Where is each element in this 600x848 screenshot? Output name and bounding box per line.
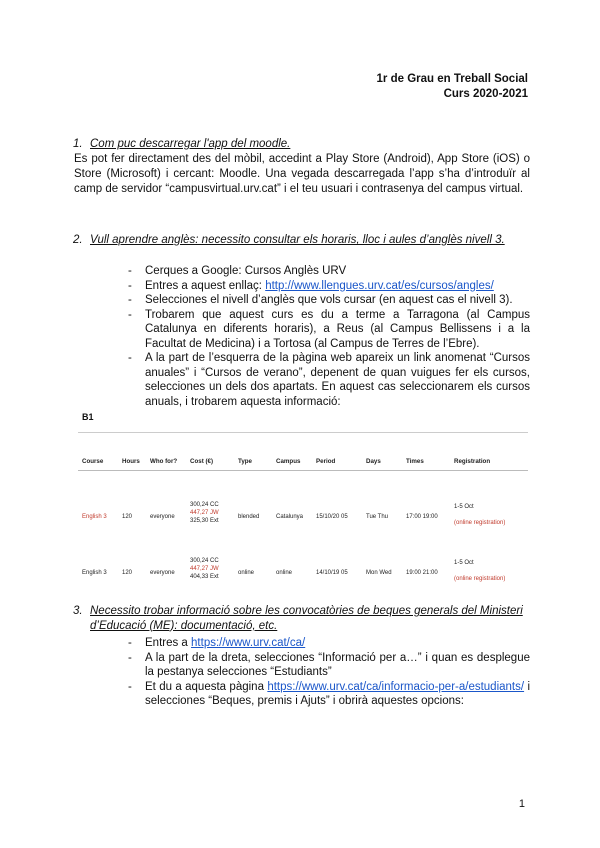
question-2-number: 2. bbox=[73, 234, 83, 246]
cell-campus: online bbox=[276, 570, 293, 576]
table-row bbox=[78, 494, 528, 534]
cell-times: 19:00 21:00 bbox=[406, 570, 438, 576]
question-1-title bbox=[73, 137, 530, 152]
col-who: Who for? bbox=[150, 458, 178, 465]
list-item bbox=[128, 680, 530, 709]
cell-course: English 3 bbox=[82, 570, 107, 576]
cell-who: everyone bbox=[150, 514, 175, 520]
cell-reg-date: 1-5 Oct bbox=[454, 560, 474, 566]
header-program: 1r de Grau en Treball Social bbox=[376, 73, 528, 85]
col-campus: Campus bbox=[276, 458, 301, 465]
col-course: Course bbox=[82, 458, 104, 465]
list-item bbox=[128, 279, 530, 294]
cell-period: 14/10/19 05 bbox=[316, 570, 348, 576]
cell-period: 15/10/20 05 bbox=[316, 514, 348, 520]
cell-days: Mon Wed bbox=[366, 570, 392, 576]
cell-cost-3: 404,33 Ext bbox=[190, 574, 219, 580]
question-3-steps bbox=[128, 636, 530, 709]
cell-who: everyone bbox=[150, 570, 175, 576]
cell-campus: Catalunya bbox=[276, 514, 304, 520]
list-item: - Selecciones el nivell d’anglès que vols cursar (en aquest cas el nivell 3). bbox=[128, 293, 530, 308]
question-1-text: Com puc descarregar l'app del moodle. bbox=[90, 138, 291, 150]
question-2-title bbox=[73, 233, 530, 248]
list-item: - A la part de la dreta, selecciones “Informació per a…” i quan es desplegue la pestanya selecciones “Estudiants” bbox=[128, 651, 530, 680]
cell-hours: 120 bbox=[122, 514, 133, 520]
cell-type: blended bbox=[238, 514, 260, 520]
header-year: Curs 2020-2021 bbox=[443, 88, 528, 100]
table-header-row bbox=[78, 458, 528, 476]
list-item-text: Entres a aquest enllaç: bbox=[145, 279, 266, 292]
question-1-number: 1. bbox=[73, 138, 83, 150]
online-registration-link[interactable]: (online registration) bbox=[454, 520, 506, 526]
students-info-link[interactable]: https://www.urv.cat/ca/informacio-per-a/estudiants/ bbox=[267, 680, 525, 693]
cell-hours: 120 bbox=[122, 570, 133, 576]
cell-cost-2: 447,27 JW bbox=[190, 510, 219, 516]
question-3-number: 3. bbox=[73, 605, 83, 617]
col-cost: Cost (€) bbox=[190, 458, 214, 465]
table-header-rule bbox=[78, 470, 528, 471]
cell-cost-2: 447,27 JW bbox=[190, 566, 219, 572]
cell-cost-3: 325,30 Ext bbox=[190, 518, 219, 524]
question-2-steps bbox=[128, 264, 530, 409]
list-item-text: Et du a aquesta pàgina bbox=[145, 680, 268, 693]
question-3-text: Necessito trobar informació sobre les convocatòries de beques generals del Ministeri d’Educació (ME): documentació, etc. bbox=[90, 605, 523, 632]
english-courses-link[interactable]: http://www.llengues.urv.cat/es/cursos/angles/ bbox=[265, 279, 494, 292]
question-3-title bbox=[73, 604, 530, 633]
online-registration-link[interactable]: (online registration) bbox=[454, 576, 506, 582]
col-hours: Hours bbox=[122, 458, 140, 465]
col-period: Period bbox=[316, 458, 336, 465]
col-times: Times bbox=[406, 458, 424, 465]
table-row bbox=[78, 550, 528, 590]
list-item: - A la part de l’esquerra de la pàgina web apareix un link anomenat “Cursos anuales” i “Cursos de verano”, depenent de quan vuigues fer els cursos, selecciones un dels dos apartats. En aquest cas seleccionarem els cursos anuals, i trobarem aquesta informació: bbox=[128, 351, 530, 409]
cell-reg-date: 1-5 Oct bbox=[454, 504, 474, 510]
list-item: - Cerques a Google: Cursos Anglès URV bbox=[128, 264, 530, 279]
page-number: 1 bbox=[518, 798, 525, 810]
cell-type: online bbox=[238, 570, 255, 576]
question-1-answer: Es pot fer directament des del mòbil, accedint a Play Store (Android), App Store (iOS) o Store (Microsoft) i cercant: Moodle. Una vegada descarregada l’app s’ha d’introduïr al camp de servidor “campusvirtual.urv.cat” i el teu usuari i contrasenya del campus virtual. bbox=[74, 153, 530, 195]
col-days: Days bbox=[366, 458, 381, 465]
list-item-text: i selecciones “Beques, premis i Ajuts” i obrirà aquestes opcions: bbox=[145, 680, 530, 707]
cell-cost-1: 300,24 CC bbox=[190, 502, 219, 508]
cell-days: Tue Thu bbox=[366, 514, 389, 520]
col-registration: Registration bbox=[454, 458, 491, 465]
course-level-label: B1 bbox=[82, 412, 94, 422]
urv-home-link[interactable]: https://www.urv.cat/ca/ bbox=[191, 637, 306, 649]
cell-cost-1: 300,24 CC bbox=[190, 558, 219, 564]
list-item: - Trobarem que aquest curs es du a terme a Tarragona (al Campus Catalunya en diferents horaris), a Reus (al Campus Bellissens i a la Facultat de Medicina) i a Tortosa (al Campus de Terres de l’Ebre). bbox=[128, 308, 530, 352]
table-top-rule bbox=[78, 432, 528, 433]
list-item bbox=[128, 636, 530, 651]
course-table bbox=[78, 458, 528, 582]
cell-course: English 3 bbox=[82, 514, 107, 520]
list-item-text: Entres a bbox=[145, 637, 192, 649]
col-type: Type bbox=[238, 458, 252, 465]
cell-times: 17:00 19:00 bbox=[406, 514, 438, 520]
question-2-text: Vull aprendre anglès: necessito consultar els horaris, lloc i aules d’anglès nivell 3. bbox=[90, 234, 505, 246]
